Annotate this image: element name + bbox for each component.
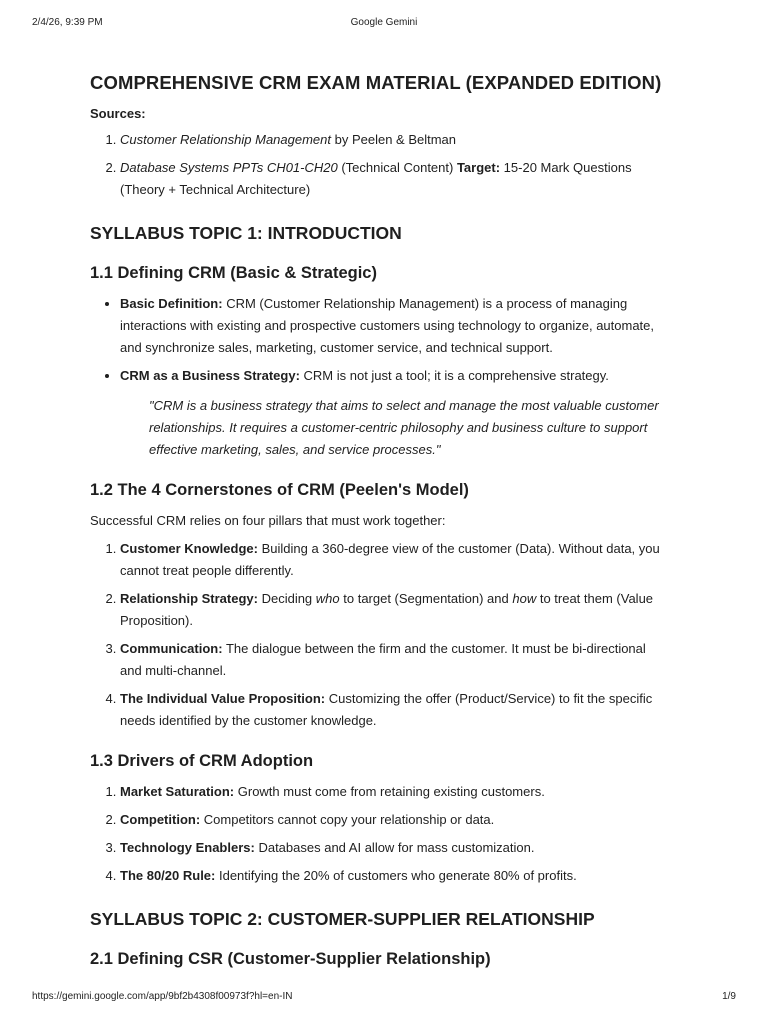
list-item xyxy=(120,588,670,632)
print-header xyxy=(32,17,736,31)
section-1-2-intro: Successful CRM relies on four pillars that must work together: xyxy=(90,513,446,528)
page-number: 1/9 xyxy=(722,991,736,1002)
definition: Competitors cannot copy your relationship or data. xyxy=(200,812,495,827)
definition: Databases and AI allow for mass customization. xyxy=(254,840,535,855)
source-text: (Technical Content) xyxy=(337,160,457,175)
section-1-1-heading: 1.1 Defining CRM (Basic & Strategic) xyxy=(90,264,377,282)
term: Communication: xyxy=(120,641,223,656)
crm-quote: "CRM is a business strategy that aims to select and manage the most valuable customer relationships. It requires a customer-centric philosophy and business culture to support effective marketing, sales, and service processes." xyxy=(149,398,659,457)
emphasis: who xyxy=(315,591,340,606)
document-content xyxy=(90,72,670,979)
list-item xyxy=(120,865,670,887)
term: Market Saturation: xyxy=(120,784,235,799)
list-item xyxy=(120,837,670,859)
section-1-1-list xyxy=(90,293,670,387)
print-date: 2/4/26, 9:39 PM xyxy=(32,17,103,28)
definition: Customizing the offer (Product/Service) to fit the specific needs identified by the customer knowledge. xyxy=(120,691,653,728)
emphasis: how xyxy=(512,591,537,606)
source-text: by Peelen & Beltman xyxy=(331,132,457,147)
term: The Individual Value Proposition: xyxy=(120,691,326,706)
definition-part: Deciding xyxy=(257,591,316,606)
drivers-list xyxy=(90,781,670,887)
definition-part: to target (Segmentation) and xyxy=(339,591,513,606)
source-title: Customer Relationship Management xyxy=(120,132,331,147)
list-item xyxy=(120,293,670,359)
sources-label: Sources: xyxy=(90,106,146,121)
page-url: https://gemini.google.com/app/9bf2b4308f00973f?hl=en-IN xyxy=(32,991,293,1002)
source-item xyxy=(120,157,670,201)
topic-2-heading: SYLLABUS TOPIC 2: CUSTOMER-SUPPLIER RELATIONSHIP xyxy=(90,909,595,929)
section-1-3-heading: 1.3 Drivers of CRM Adoption xyxy=(90,752,314,770)
section-2-1-heading: 2.1 Defining CSR (Customer-Supplier Relationship) xyxy=(90,950,491,968)
definition: Identifying the 20% of customers who generate 80% of profits. xyxy=(215,868,577,883)
source-item xyxy=(120,129,670,151)
topic-1-heading: SYLLABUS TOPIC 1: INTRODUCTION xyxy=(90,223,402,243)
term: Basic Definition: xyxy=(120,296,223,311)
term: Competition: xyxy=(120,812,201,827)
list-item xyxy=(120,781,670,803)
section-1-2-heading: 1.2 The 4 Cornerstones of CRM (Peelen's Model) xyxy=(90,481,469,499)
definition: CRM (Customer Relationship Management) is a process of managing interactions with existing and prospective customers using technology to organize, automate, and synchronize sales, marketing, customer service, and technical support. xyxy=(120,296,655,355)
term: The 80/20 Rule: xyxy=(120,868,216,883)
definition-part: to treat them (Value Proposition). xyxy=(120,591,654,628)
source-title: Database Systems PPTs CH01-CH20 xyxy=(120,160,338,175)
term: Technology Enablers: xyxy=(120,840,255,855)
print-title: Google Gemini xyxy=(350,17,418,28)
definition: The dialogue between the firm and the customer. It must be bi-directional and multi-channel. xyxy=(120,641,646,678)
cornerstones-list xyxy=(90,538,670,732)
list-item xyxy=(120,365,670,387)
list-item xyxy=(120,809,670,831)
list-item xyxy=(120,638,670,682)
definition: CRM is not just a tool; it is a comprehensive strategy. xyxy=(299,368,609,383)
definition: Building a 360-degree view of the customer (Data). Without data, you cannot treat people differently. xyxy=(120,541,660,578)
target-label: Target: xyxy=(456,160,501,175)
sources-list xyxy=(90,129,670,201)
document-title: COMPREHENSIVE CRM EXAM MATERIAL (EXPANDED EDITION) xyxy=(90,72,662,93)
print-footer xyxy=(32,991,736,1005)
term: Customer Knowledge: xyxy=(120,541,258,556)
list-item xyxy=(120,688,670,732)
list-item xyxy=(120,538,670,582)
term: CRM as a Business Strategy: xyxy=(120,368,300,383)
definition: Growth must come from retaining existing customers. xyxy=(234,784,545,799)
term: Relationship Strategy: xyxy=(120,591,258,606)
target-text: 15-20 Mark Questions (Theory + Technical Architecture) xyxy=(120,160,632,197)
